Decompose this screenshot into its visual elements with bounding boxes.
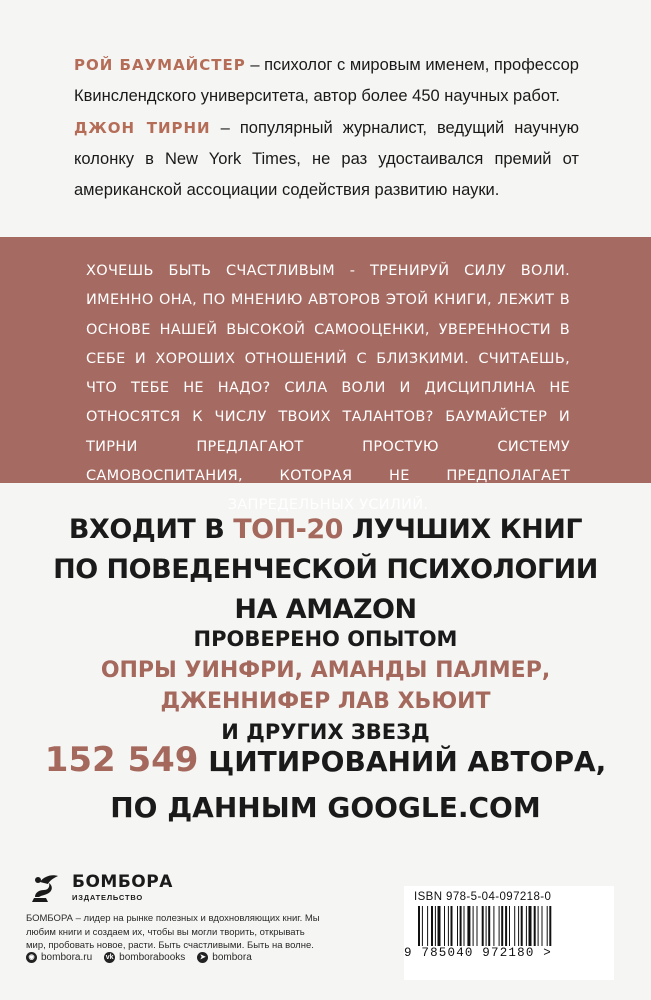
author-bio-text: – психолог с мировым именем, профессор Квинслендского университета, автор более 450 научных работ. (74, 56, 579, 105)
isbn-block (404, 886, 614, 980)
barcode (414, 906, 604, 946)
barcode-digits: 9 785040 972180 > (404, 946, 552, 960)
celebrity-endorsement (30, 624, 621, 748)
author-bio-tierney (74, 113, 579, 206)
link-text: bomborabooks (119, 952, 186, 963)
web-icon: ◉ (26, 952, 37, 963)
vk-icon: vk (105, 954, 114, 961)
claim-line-1 (30, 510, 621, 550)
link-text: bombora (212, 952, 252, 963)
publisher-name: БОМБОРА (72, 872, 173, 892)
author-bios (74, 50, 579, 207)
claim-text: ЛУЧШИХ КНИГ (342, 514, 583, 545)
proof-line-3: И ДРУГИХ ЗВЕЗД (221, 720, 430, 744)
isbn-label: ISBN 978-5-04-097218-0 (414, 891, 552, 903)
telegram-icon: ➤ (197, 952, 208, 963)
author-bio-text: – популярный журналист, ведущий научную колонку в New York Times, не раз удостаивался премий от американской ассоциации содействия развитию науки. (74, 119, 579, 199)
publisher-logo-icon (26, 868, 66, 908)
website-link[interactable] (26, 952, 92, 963)
author-bio-baumeister (74, 50, 579, 112)
telegram-link[interactable] (197, 952, 251, 963)
top-20-highlight: ТОП-20 (233, 514, 343, 545)
claim-line-2: ПО ПОВЕДЕНЧЕСКОЙ ПСИХОЛОГИИ НА AMAZON (53, 554, 598, 625)
publisher-description: БОМБОРА – лидер на рынке полезных и вдохновляющих книг. Мы любим книги и создаем их, чтобы вы могли творить, открывать мир, пробовать новое, расти. Быть счастливыми. Быть на волне. (26, 913, 320, 951)
author-name: ДЖОН ТИРНИ (74, 119, 211, 137)
claim-text: ВХОДИТ В (68, 514, 234, 545)
citation-stat (30, 737, 621, 831)
proof-line-1: ПРОВЕРЕНО ОПЫТОМ (193, 627, 458, 651)
author-name: РОЙ БАУМАЙСТЕР (74, 56, 246, 74)
stat-text: ЦИТИРОВАНИЙ АВТОРА, (198, 745, 607, 778)
citation-count: 152 549 (44, 740, 199, 780)
amazon-claim (30, 510, 621, 630)
vk-link[interactable] (104, 952, 185, 963)
publisher-logo (26, 866, 173, 910)
link-text: bombora.ru (41, 952, 93, 963)
stat-line-1 (30, 737, 621, 785)
book-description: ХОЧЕШЬ БЫТЬ СЧАСТЛИВЫМ - ТРЕНИРУЙ СИЛУ ВОЛИ. ИМЕННО ОНА, ПО МНЕНИЮ АВТОРОВ ЭТОЙ КНИГИ, ЛЕЖИТ В ОСНОВЕ НАШЕЙ ВЫСОКОЙ САМООЦЕНКИ, УВЕРЕННОСТИ В СЕБЕ И ХОРОШИХ ОТНОШЕНИЙ С БЛИЗКИМИ. СЧИТАЕШЬ, ЧТО ТЕБЕ НЕ НАДО? СИЛА ВОЛИ И ДИСЦИПЛИНА НЕ ОТНОСЯТСЯ К ЧИСЛУ ТВОИХ ТАЛАНТОВ? БАУМАЙСТЕР И ТИРНИ ПРЕДЛАГАЮТ ПРОСТУЮ СИСТЕМУ САМОВОСПИТАНИЯ, КОТОРАЯ НЕ ПРЕДПОЛАГАЕТ ЗАПРЕДЕЛЬНЫХ УСИЛИЙ. (86, 263, 570, 514)
publisher-subtitle: ИЗДАТЕЛЬСТВО (72, 893, 143, 902)
stat-line-2: ПО ДАННЫМ GOOGLE.COM (110, 791, 541, 824)
celebrity-names: ОПРЫ УИНФРИ, АМАНДЫ ПАЛМЕР, ДЖЕННИФЕР ЛАВ ХЬЮИТ (100, 658, 551, 714)
publisher-links (26, 952, 252, 963)
